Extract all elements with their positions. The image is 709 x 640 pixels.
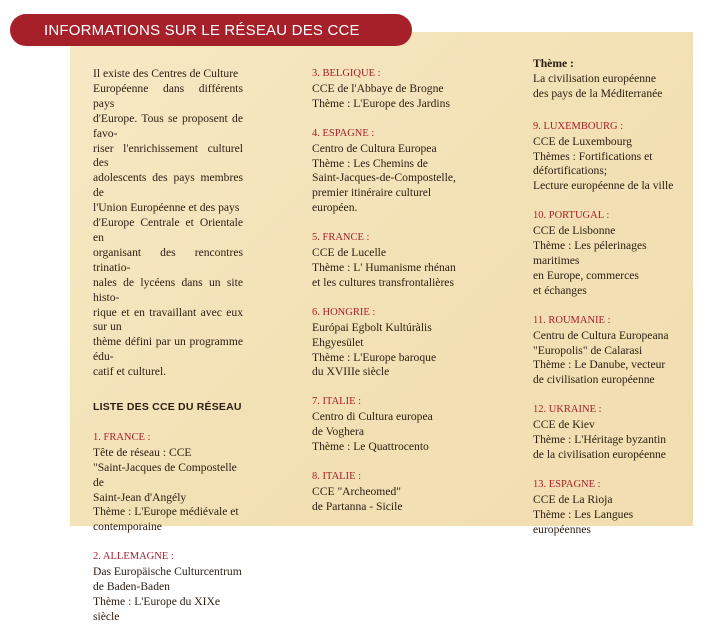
entry-line: Lecture européenne de la ville (533, 179, 674, 193)
entry-line: de Partanna - Sicile (312, 499, 403, 513)
entry-line: CCE de Luxembourg (533, 134, 632, 148)
entry-heading: 7. ITALIE : (312, 396, 362, 408)
intro-line: d'Europe. Tous se proposent de favo- (93, 111, 243, 140)
intro-line: organisant des rencontres trinatio- (93, 245, 243, 274)
entry-line: Thème : L' Humanisme rhénan (312, 260, 456, 274)
entry-line: La civilisation européenne (533, 71, 656, 85)
theme-lead: Thème : (533, 57, 574, 70)
entry-heading: 9. LUXEMBOURG : (533, 120, 624, 132)
entry-heading: 3. BELGIQUE : (312, 68, 381, 79)
entry-line: en Europe, commerces (533, 268, 639, 282)
cce-entry (312, 470, 470, 515)
entry-line: défortifications; (533, 164, 608, 178)
entry-line: Tête de réseau : CCE (93, 445, 192, 459)
entry-line: contemporaine (93, 520, 162, 534)
entry-heading: 12. UKRAINE : (533, 404, 602, 416)
cce-entry (533, 209, 693, 298)
entry-line: Thème : L'Europe médiévale et (93, 505, 239, 519)
entry-line: de civilisation européenne (533, 373, 655, 387)
cce-entry (533, 478, 693, 538)
entry-line: maritimes (533, 253, 580, 267)
entry-line: CCE de Lucelle (312, 246, 387, 260)
cce-entry (312, 127, 470, 216)
entry-line: CCE de l'Abbaye de Brogne (312, 81, 444, 95)
entry-line: Thème : Le Quattrocento (312, 440, 429, 454)
entry-line: "Europolis" de Calarasi (533, 343, 643, 357)
entry-line: Európai Egbolt Kultúràlis (312, 320, 432, 334)
entry-line: Centro de Cultura Europea (312, 141, 437, 155)
entry-line: de la civilisation européenne (533, 447, 666, 461)
entry-line: Thème : Les Chemins de (312, 156, 428, 170)
cce-entry (312, 231, 470, 291)
entry-heading: 5. FRANCE : (312, 232, 370, 244)
entry-line: Ehgyesület (312, 335, 364, 349)
column-3 (533, 57, 693, 552)
entry-line: Thème : Les pélerinages (533, 239, 647, 253)
entry-line: Thème : L'Europe baroque (312, 350, 437, 364)
intro-line: d'Europe Centrale et Orientale en (93, 216, 243, 244)
entry-line: et les cultures transfrontalières (312, 275, 454, 289)
entry-line: et échanges (533, 283, 587, 297)
column-1 (93, 67, 243, 640)
entry-line: "Saint-Jacques de Compostelle de (93, 460, 237, 489)
entry-line: du XVIIIe siècle (312, 365, 390, 379)
cce-entry (533, 120, 693, 195)
intro-line: nales de lycéens dans un site histo- (93, 275, 243, 304)
cce-entry (533, 403, 693, 463)
entry-heading: 4. ESPAGNE : (312, 127, 375, 139)
entry-heading: 13. ESPAGNE : (533, 478, 601, 490)
intro-line: thème défini par un programme édu- (93, 335, 243, 364)
entry-line: de Voghera (312, 425, 365, 439)
entry-line: Thème : L'Héritage byzantin (533, 433, 667, 447)
entry-line: Centro di Cultura europea (312, 410, 433, 424)
entry-line: Saint-Jean d'Angély (93, 490, 187, 504)
entry-line: Thème : L'Europe du XIXe siècle (93, 595, 220, 623)
intro-line: Européenne dans différents pays (93, 81, 243, 110)
entry-line: Das Europäische Culturcentrum (93, 565, 242, 579)
entry-heading: 1. FRANCE : (93, 431, 151, 443)
cce-entry (533, 314, 693, 389)
entry-line: CCE de Kiev (533, 418, 595, 432)
entry-line: Thème : Les Langues européennes (533, 507, 634, 536)
entry-heading: 6. HONGRIE : (312, 306, 376, 318)
theme-continuation (533, 57, 693, 102)
cce-entry (312, 395, 470, 455)
entry-line: CCE "Archeomed" (312, 484, 401, 498)
entry-line: CCE de Lisbonne (533, 224, 616, 238)
cce-entry (312, 67, 470, 112)
intro-line: l'Union Européenne et des pays (93, 201, 240, 215)
entry-line: Centru de Cultura Europeana (533, 328, 669, 342)
entry-line: CCE de La Rioja (533, 492, 613, 506)
entry-line: européen. (312, 201, 358, 215)
intro-line: riser l'enrichissement culturel des (93, 141, 243, 170)
intro-line: catif et culturel. (93, 365, 167, 379)
intro-line: adolescents des pays membres de (93, 171, 243, 200)
banner-title: INFORMATIONS SUR LE RÉSEAU DES CCE (44, 21, 360, 39)
entry-line: Saint-Jacques-de-Compostelle, (312, 171, 456, 185)
intro-line: Il existe des Centres de Culture (93, 67, 239, 80)
entry-line: premier itinéraire culturel (312, 186, 432, 200)
cce-entry (312, 306, 470, 381)
entry-heading: 2. ALLEMAGNE : (93, 551, 174, 563)
entry-heading: 8. ITALIE : (312, 470, 362, 482)
header-banner (10, 14, 412, 46)
list-heading: LISTE DES CCE DU RÉSEAU (93, 401, 242, 414)
entry-line: Thème : Le Danube, vecteur (533, 358, 666, 372)
entry-heading: 11. ROUMANIE : (533, 314, 611, 326)
entry-heading: 10. PORTUGAL : (533, 210, 610, 222)
entry-line: des pays de la Méditerranée (533, 86, 663, 100)
entry-line: Thèmes : Fortifications et (533, 149, 653, 163)
cce-entry (93, 550, 243, 625)
entry-line: Thème : L'Europe des Jardins (312, 96, 450, 110)
intro-paragraph (93, 67, 243, 380)
cce-entry (93, 431, 243, 535)
column-2 (312, 67, 470, 530)
intro-line: rique et en travaillant avec eux sur un (93, 305, 243, 334)
entry-line: de Baden-Baden (93, 580, 170, 594)
